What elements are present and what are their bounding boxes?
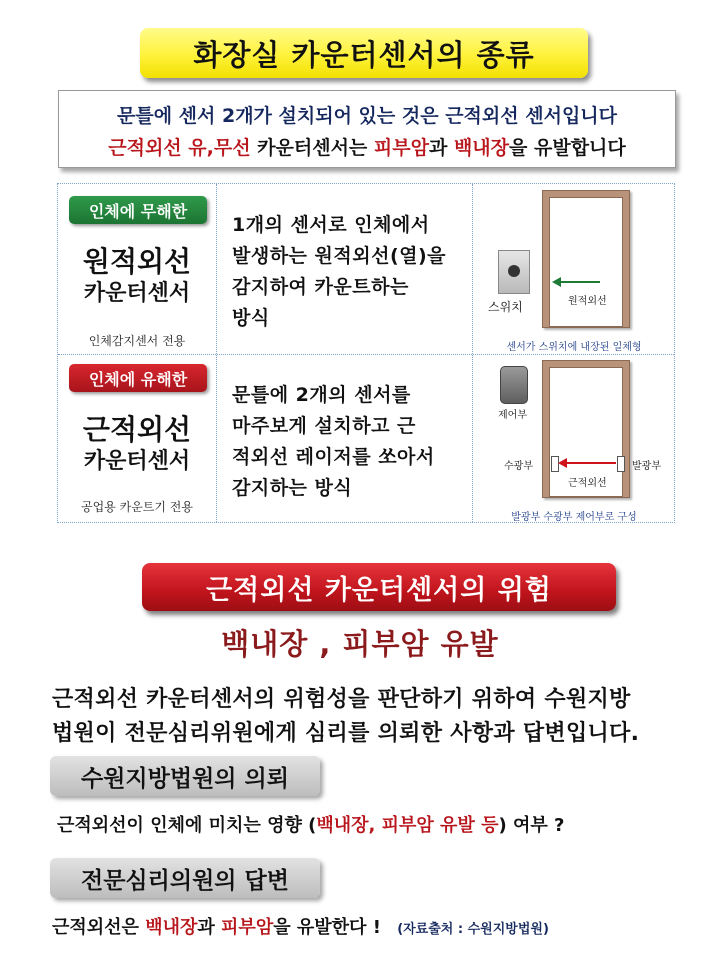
description-line: 방식 xyxy=(232,307,270,329)
controller-label: 제어부 xyxy=(498,410,527,421)
far-infrared-label: 원적외선 xyxy=(568,296,607,307)
harmful-badge: 인체에 유해한 xyxy=(69,364,207,392)
intro-box xyxy=(58,90,676,168)
answer-text-part: 을 유발한다 ! xyxy=(273,917,381,938)
description-line: 마주보게 설치하고 근 xyxy=(232,415,416,437)
answer-label: 전문심리의원의 답변 xyxy=(50,858,320,898)
description-line: 문틀에 2개의 센서를 xyxy=(232,384,411,406)
description-line: 감지하여 카운트하는 xyxy=(232,276,409,298)
danger-subtitle: 백내장 , 피부암 유발 xyxy=(221,627,499,661)
sensor-subname: 카운터센서 xyxy=(83,281,191,306)
table-divider xyxy=(472,184,473,522)
sensor-comparison-table xyxy=(57,183,675,523)
door-opening xyxy=(549,197,623,327)
paragraph-line-1: 근적외선 카운터센서의 위험성을 판단하기 위하여 수원지방 xyxy=(52,687,631,712)
sensor-subname: 카운터센서 xyxy=(83,449,191,474)
intro-text: 을 유발합니다 xyxy=(509,137,626,159)
intro-highlight-sensor: 근적외선 유,무선 xyxy=(108,137,251,159)
source-note: (자료출처 : 수원지방법원) xyxy=(397,922,549,937)
description-line: 1개의 센서로 인체에서 xyxy=(232,214,430,236)
illustration-caption: 발광부 수광부 제어부로 구성 xyxy=(511,512,637,523)
sensor-note: 공업용 카운트기 전용 xyxy=(81,500,193,514)
danger-banner: 근적외선 카운터센서의 위험 xyxy=(142,563,616,611)
answer-highlight-cataract: 백내장 xyxy=(145,917,198,938)
near-infrared-label: 근적외선 xyxy=(568,478,607,489)
description-line: 적외선 레이저를 쏘아서 xyxy=(232,446,435,468)
sensor-name: 근적외선 xyxy=(82,413,192,446)
sensor-lens-icon xyxy=(508,265,520,277)
near-infrared-arrow-icon xyxy=(558,457,616,469)
request-highlight: 백내장, 피부암 유발 등 xyxy=(316,815,499,836)
door-frame-illustration xyxy=(542,190,630,328)
table-divider xyxy=(58,354,674,355)
switch-label: 스위치 xyxy=(488,300,523,314)
description-line: 감지하는 방식 xyxy=(232,477,353,499)
emitter-label: 발광부 xyxy=(632,461,661,472)
description-line: 발생하는 원적외선(열)을 xyxy=(232,245,447,267)
answer-highlight-skin-cancer: 피부암 xyxy=(221,917,274,938)
intro-text: 과 xyxy=(428,137,454,159)
paragraph-line-2: 법원이 전문심리위원에게 심리를 의뢰한 사항과 답변입니다. xyxy=(52,721,640,746)
intro-highlight-cataract: 백내장 xyxy=(453,137,510,159)
request-label: 수원지방법원의 의뢰 xyxy=(50,756,320,796)
sensor-note: 인체감지센서 전용 xyxy=(88,334,186,348)
harmless-badge: 인체에 무해한 xyxy=(69,196,207,224)
switch-sensor-icon xyxy=(498,250,530,294)
controller-icon xyxy=(500,366,528,404)
request-text-part: 근적외선이 인체에 미치는 영향 ( xyxy=(57,815,317,836)
sensor-description xyxy=(232,380,468,504)
answer-text-part: 과 xyxy=(197,917,222,938)
emitter-icon xyxy=(617,456,625,472)
intro-text: 카운터센서는 xyxy=(250,137,374,159)
intro-highlight-skin-cancer: 피부암 xyxy=(373,137,429,159)
intro-line-1: 문틀에 센서 2개가 설치되어 있는 것은 근적외선 센서입니다 xyxy=(116,105,618,127)
illustration-caption: 센서가 스위치에 내장된 일체형 xyxy=(506,342,642,353)
sensor-name: 원적외선 xyxy=(82,245,192,278)
sensor-description xyxy=(232,210,468,334)
far-infrared-arrow-icon xyxy=(552,276,602,288)
answer-text xyxy=(52,913,549,939)
request-text xyxy=(57,811,564,837)
request-text-part: ) 여부 ? xyxy=(498,815,565,836)
answer-text-part: 근적외선은 xyxy=(52,917,146,938)
receiver-label: 수광부 xyxy=(504,461,533,472)
page-title: 화장실 카운터센서의 종류 xyxy=(140,28,588,78)
intro-line-2 xyxy=(59,133,675,160)
table-divider xyxy=(216,184,217,522)
